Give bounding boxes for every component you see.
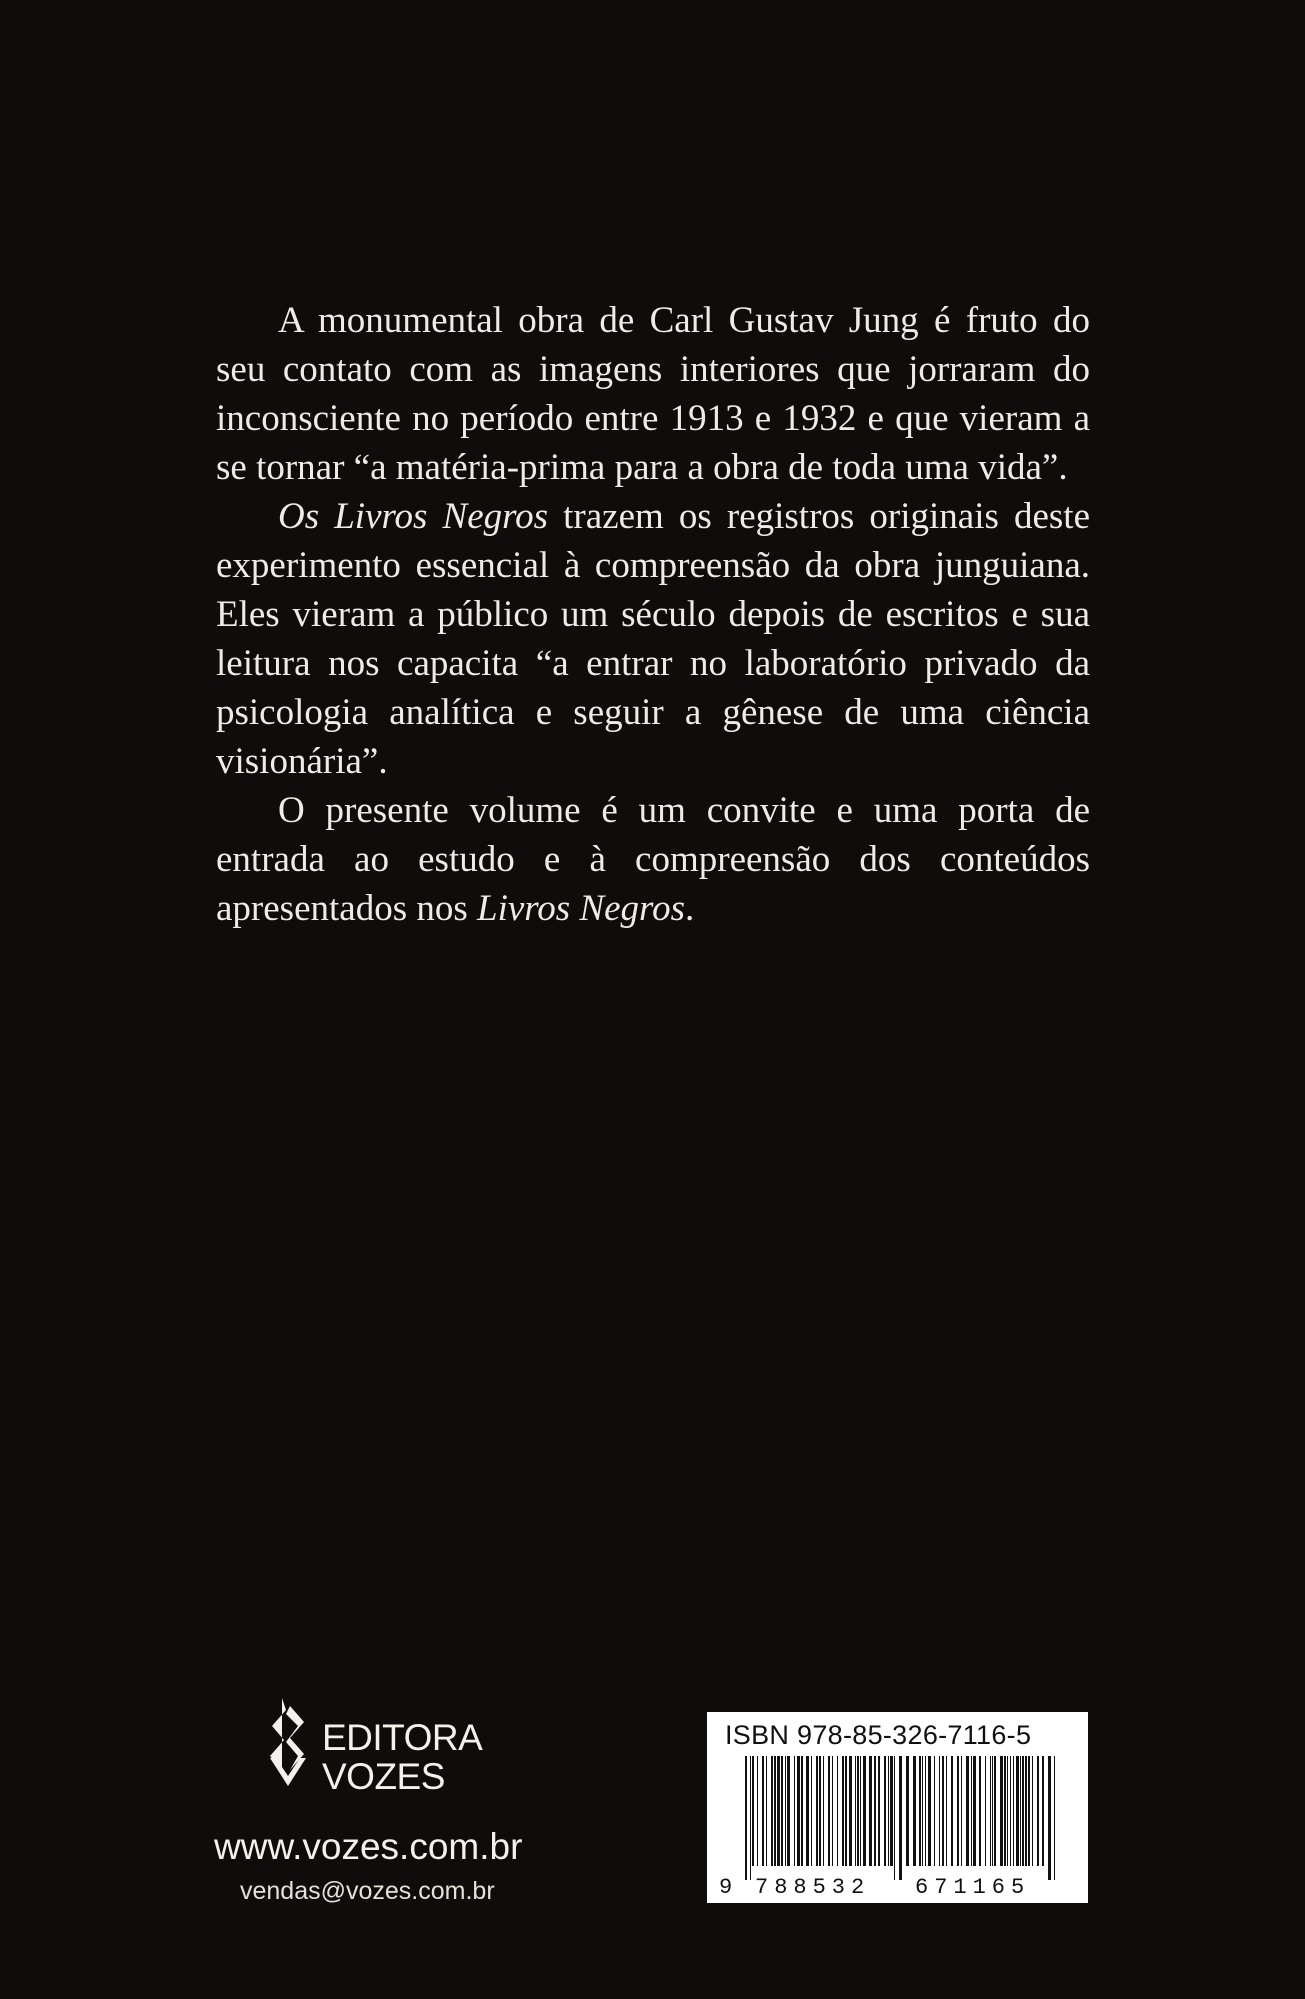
barcode-bar bbox=[874, 1756, 876, 1866]
barcode-bar bbox=[961, 1756, 962, 1866]
barcode-bar bbox=[1037, 1756, 1039, 1866]
barcode-bar bbox=[816, 1756, 818, 1866]
barcode-bar bbox=[990, 1756, 991, 1866]
barcode-bar bbox=[857, 1756, 859, 1866]
barcode-bar bbox=[1016, 1756, 1019, 1866]
barcode-bar bbox=[774, 1756, 776, 1866]
barcode-bar bbox=[1004, 1756, 1006, 1866]
barcode-bar bbox=[939, 1756, 940, 1866]
barcode-bar bbox=[801, 1756, 803, 1866]
barcode-bar bbox=[762, 1756, 764, 1866]
barcode-bar bbox=[860, 1756, 861, 1866]
barcode-bar bbox=[849, 1756, 852, 1866]
barcode-bar bbox=[1025, 1756, 1027, 1866]
barcode-digits-left: 788532 bbox=[755, 1875, 871, 1900]
barcode-bar bbox=[787, 1756, 790, 1866]
barcode-bar bbox=[928, 1756, 931, 1866]
barcode-bar bbox=[1048, 1756, 1051, 1880]
blurb-paragraph-3-text: O presente volume é um convite e uma porta de entrada ao estudo e à compreensão dos conteúdos apresentados nos bbox=[216, 790, 1090, 929]
barcode-bar bbox=[777, 1756, 780, 1866]
blurb-paragraph-3-end: . bbox=[684, 888, 695, 929]
barcode-bar bbox=[750, 1756, 751, 1880]
barcode-bar bbox=[946, 1756, 947, 1866]
barcode-digits-right: 671165 bbox=[915, 1875, 1031, 1900]
publisher-website: www.vozes.com.br bbox=[214, 1826, 523, 1867]
barcode-bar bbox=[913, 1756, 916, 1866]
barcode-bar bbox=[855, 1756, 856, 1866]
barcode-bar bbox=[1000, 1756, 1003, 1866]
blurb-paragraph-2 bbox=[216, 492, 1090, 786]
barcode-bar bbox=[797, 1756, 800, 1866]
barcode-bar bbox=[878, 1756, 880, 1866]
barcode-bar bbox=[828, 1756, 830, 1866]
barcode-bar bbox=[771, 1756, 773, 1866]
barcode-bar bbox=[845, 1756, 847, 1866]
barcode-bar bbox=[906, 1756, 909, 1866]
vozes-flame-logo-icon bbox=[260, 1696, 318, 1788]
back-cover-blurb bbox=[216, 296, 1090, 933]
isbn-barcode-box bbox=[707, 1712, 1088, 1903]
barcode-bar bbox=[1010, 1756, 1011, 1866]
barcode-bar bbox=[966, 1756, 969, 1866]
blurb-paragraph-1 bbox=[216, 296, 1090, 492]
blurb-paragraph-2-text: trazem os registros originais deste experimento essencial à compreensão da obra junguiana. Eles vieram a público um século depois de escritos e sua leitura nos capacita “a entrar no laboratório privado da psicologia analítica e seguir a gênese de uma ciência visionária”. bbox=[216, 496, 1090, 782]
barcode-bar bbox=[752, 1756, 754, 1866]
barcode-bar bbox=[1054, 1756, 1055, 1880]
barcode-bar bbox=[888, 1756, 889, 1866]
barcode-bar bbox=[863, 1756, 866, 1866]
barcode-bar bbox=[973, 1756, 976, 1866]
barcode-bar bbox=[1022, 1756, 1024, 1866]
barcode-bar bbox=[837, 1756, 838, 1866]
barcode-bar bbox=[1028, 1756, 1030, 1866]
barcode-bar bbox=[806, 1756, 809, 1866]
barcode-bar bbox=[884, 1756, 886, 1866]
barcode-bar bbox=[757, 1756, 758, 1866]
barcode-bar bbox=[842, 1756, 844, 1866]
barcode-bar bbox=[823, 1756, 824, 1866]
publisher-logo-block bbox=[260, 1696, 500, 1806]
barcode-bar bbox=[942, 1756, 944, 1866]
publisher-name-line-2: VOZES bbox=[322, 1756, 445, 1797]
barcode-bar bbox=[869, 1756, 872, 1866]
barcode-bar bbox=[894, 1756, 895, 1880]
barcode-bar bbox=[925, 1756, 926, 1866]
book-title-italic-2: Livros Negros bbox=[477, 888, 685, 929]
barcode-bar bbox=[951, 1756, 953, 1866]
barcode-bar bbox=[785, 1756, 786, 1866]
barcode-bar bbox=[890, 1756, 893, 1866]
publisher-name bbox=[322, 1718, 482, 1796]
barcode-bar bbox=[781, 1756, 783, 1866]
barcode-bar bbox=[971, 1756, 972, 1866]
barcode-bar bbox=[992, 1756, 993, 1866]
barcode-bar bbox=[1013, 1756, 1014, 1866]
barcode-bar bbox=[994, 1756, 996, 1866]
barcode-bar bbox=[922, 1756, 923, 1866]
publisher-name-line-1: EDITORA bbox=[322, 1717, 483, 1758]
barcode-bar bbox=[832, 1756, 833, 1866]
barcode-bar bbox=[1042, 1756, 1044, 1866]
barcode-bar bbox=[794, 1756, 795, 1866]
barcode-bar bbox=[899, 1756, 902, 1880]
barcode-bar bbox=[934, 1756, 935, 1866]
barcode-bar bbox=[1020, 1756, 1021, 1866]
barcode-bar bbox=[979, 1756, 981, 1866]
barcode-digit-lead: 9 bbox=[719, 1875, 733, 1900]
barcode bbox=[715, 1752, 1080, 1900]
barcode-bar bbox=[745, 1756, 747, 1880]
book-title-italic: Os Livros Negros bbox=[278, 496, 549, 537]
blurb-paragraph-1-text: A monumental obra de Carl Gustav Jung é fruto do seu contato com as imagens interiores que jorraram do inconsciente no período entre 1913 e 1932 e que vieram a se tornar “a matéria-prima para a obra de toda uma vida”. bbox=[216, 300, 1090, 488]
barcode-bar bbox=[985, 1756, 986, 1866]
barcode-bar bbox=[811, 1756, 812, 1866]
barcode-bar bbox=[766, 1756, 767, 1866]
publisher-email: vendas@vozes.com.br bbox=[240, 1877, 495, 1905]
barcode-bar bbox=[819, 1756, 821, 1866]
barcode-bar bbox=[957, 1756, 959, 1866]
barcode-bar bbox=[919, 1756, 921, 1866]
isbn-label: ISBN 978-85-326-7116-5 bbox=[725, 1720, 1032, 1750]
barcode-bar bbox=[1032, 1756, 1033, 1866]
blurb-paragraph-3 bbox=[216, 786, 1090, 933]
barcode-bar bbox=[1007, 1756, 1008, 1866]
